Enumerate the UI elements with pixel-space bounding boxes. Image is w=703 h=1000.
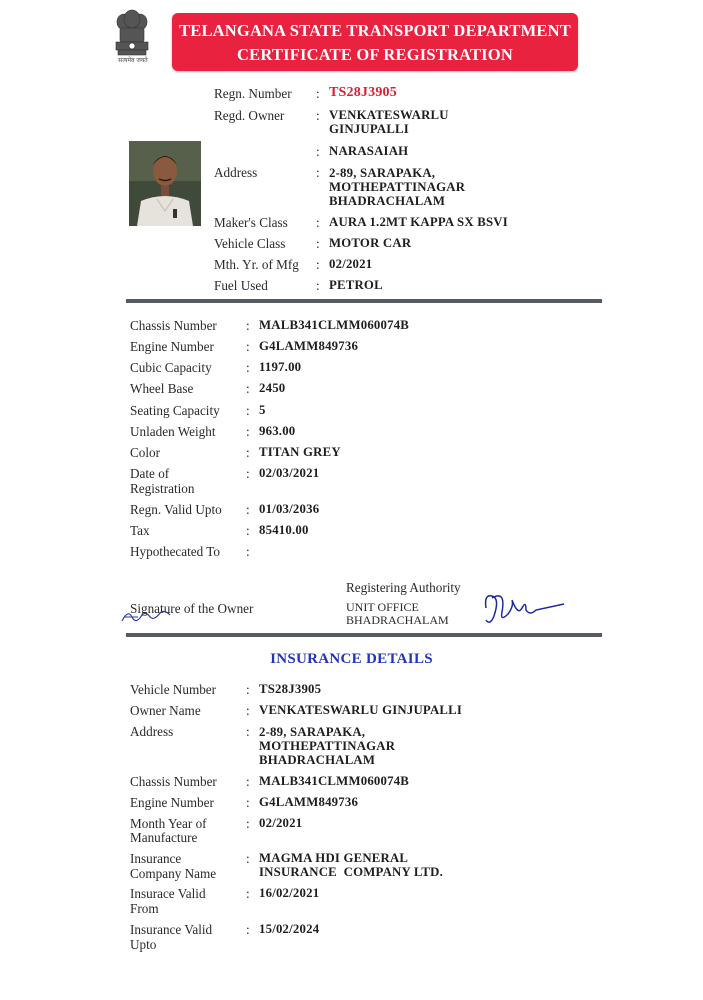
tax-label: Tax [130, 523, 150, 538]
valid-label: Regn. Valid Upto [130, 502, 222, 517]
dor-label-line1: Date of [130, 466, 170, 481]
seating-label: Seating Capacity [130, 403, 220, 418]
mfg-label: Mth. Yr. of Mfg [214, 257, 299, 272]
chassis-value: MALB341CLMM060074B [259, 318, 410, 332]
unit-office-line2: BHADRACHALAM [346, 613, 449, 627]
wheelbase-value: 2450 [259, 381, 286, 395]
regd-owner-value-line2: GINJUPALLI [329, 122, 409, 136]
colon: : [246, 523, 250, 538]
insurance-title: INSURANCE DETAILS [270, 651, 433, 667]
ins-engine-label: Engine Number [130, 795, 214, 810]
colon: : [246, 424, 250, 439]
regn-number-value: TS28J3905 [329, 85, 397, 100]
owner-signature [120, 603, 176, 625]
colon: : [246, 544, 250, 559]
regd-owner-label: Regd. Owner [214, 108, 285, 123]
address-line2: MOTHEPATTINAGAR [329, 180, 466, 194]
wheelbase-label: Wheel Base [130, 381, 194, 396]
colon: : [316, 278, 320, 293]
cc-value: 1197.00 [259, 360, 302, 374]
engine-label: Engine Number [130, 339, 214, 354]
registering-authority-label: Registering Authority [346, 580, 461, 595]
colon: : [246, 403, 250, 418]
colon: : [246, 381, 250, 396]
unladen-value: 963.00 [259, 424, 296, 438]
certificate-title: CERTIFICATE OF REGISTRATION [237, 45, 513, 64]
valid-value: 01/03/2036 [259, 502, 320, 516]
ins-upto-label-line2: Upto [130, 937, 157, 952]
colon: : [246, 724, 250, 739]
colon: : [246, 774, 250, 789]
regn-number-label: Regn. Number [214, 86, 292, 101]
colon: : [246, 886, 250, 901]
colon: : [246, 339, 250, 354]
dor-value: 02/03/2021 [259, 466, 320, 480]
address-label: Address [214, 165, 258, 180]
owner-photo [129, 141, 201, 226]
colon: : [316, 165, 320, 180]
ins-company-line2: INSURANCE COMPANY LTD. [259, 865, 444, 879]
ins-company-label-line2: Company Name [130, 866, 217, 881]
state-emblem [110, 8, 154, 68]
ins-address-line2: MOTHEPATTINAGAR [259, 739, 396, 753]
regd-owner-value-line1: VENKATESWARLU [329, 108, 449, 122]
emblem-caption: सत्यमेव जयते [118, 57, 148, 64]
tax-value: 85410.00 [259, 523, 309, 537]
address-line3: BHADRACHALAM [329, 194, 446, 208]
ins-upto-value: 15/02/2024 [259, 922, 320, 936]
ins-address-line3: BHADRACHALAM [259, 753, 376, 767]
colon: : [246, 922, 250, 937]
unladen-label: Unladen Weight [130, 424, 216, 439]
makers-class-value: AURA 1.2MT KAPPA SX BSVI [329, 215, 508, 229]
ins-owner-name-value: VENKATESWARLU GINJUPALLI [259, 703, 463, 717]
owner-signature-label: Signature of the Owner [130, 601, 254, 616]
vehicle-class-label: Vehicle Class [214, 236, 286, 251]
ins-address-line1: 2-89, SARAPAKA, [259, 725, 366, 739]
colon: : [316, 86, 320, 101]
ins-engine-value: G4LAMM849736 [259, 795, 359, 809]
ins-vehicle-number-label: Vehicle Number [130, 682, 217, 697]
colon: : [316, 236, 320, 251]
chassis-label: Chassis Number [130, 318, 217, 333]
colon: : [246, 360, 250, 375]
colon: : [246, 851, 250, 866]
ins-company-label-line1: Insurance [130, 851, 182, 866]
department-title: TELANGANA STATE TRANSPORT DEPARTMENT [179, 21, 571, 40]
dor-label-line2: Registration [130, 481, 195, 496]
color-label: Color [130, 445, 161, 460]
makers-class-label: Maker's Class [214, 215, 288, 230]
mfg-value: 02/2021 [329, 257, 373, 271]
ins-from-label-line1: Insurace Valid [130, 886, 206, 901]
ins-vehicle-number-value: TS28J3905 [259, 682, 322, 696]
colon: : [316, 257, 320, 272]
colon: : [246, 682, 250, 697]
colon: : [316, 108, 320, 123]
unit-office-line1: UNIT OFFICE [346, 600, 419, 614]
ins-from-label-line2: From [130, 901, 159, 916]
seating-value: 5 [259, 403, 266, 417]
cc-label: Cubic Capacity [130, 360, 212, 375]
ins-mfg-label-line1: Month Year of [130, 816, 207, 831]
fuel-label: Fuel Used [214, 278, 268, 293]
ins-mfg-label-line2: Manufacture [130, 830, 198, 845]
ins-owner-name-label: Owner Name [130, 703, 201, 718]
fuel-value: PETROL [329, 278, 383, 292]
color-value: TITAN GREY [259, 445, 341, 459]
colon: : [246, 445, 250, 460]
address-line1: 2-89, SARAPAKA, [329, 166, 436, 180]
hypothecated-label: Hypothecated To [130, 544, 221, 559]
ins-mfg-value: 02/2021 [259, 816, 303, 830]
colon: : [246, 466, 250, 481]
colon: : [246, 703, 250, 718]
vehicle-class-value: MOTOR CAR [329, 236, 412, 250]
section-divider [126, 633, 602, 637]
colon: : [246, 318, 250, 333]
father-name-value: NARASAIAH [329, 144, 409, 158]
header-banner [172, 13, 578, 71]
ins-upto-label-line1: Insurance Valid [130, 922, 213, 937]
section-divider [126, 299, 602, 303]
ins-address-label: Address [130, 724, 174, 739]
authority-signature [480, 586, 568, 630]
ins-from-value: 16/02/2021 [259, 886, 320, 900]
ins-chassis-value: MALB341CLMM060074B [259, 774, 410, 788]
engine-value: G4LAMM849736 [259, 339, 359, 353]
ins-company-line1: MAGMA HDI GENERAL [259, 851, 409, 865]
colon: : [246, 795, 250, 810]
ins-chassis-label: Chassis Number [130, 774, 217, 789]
colon: : [316, 215, 320, 230]
colon: : [246, 816, 250, 831]
colon: : [246, 502, 250, 517]
colon: : [316, 144, 320, 159]
